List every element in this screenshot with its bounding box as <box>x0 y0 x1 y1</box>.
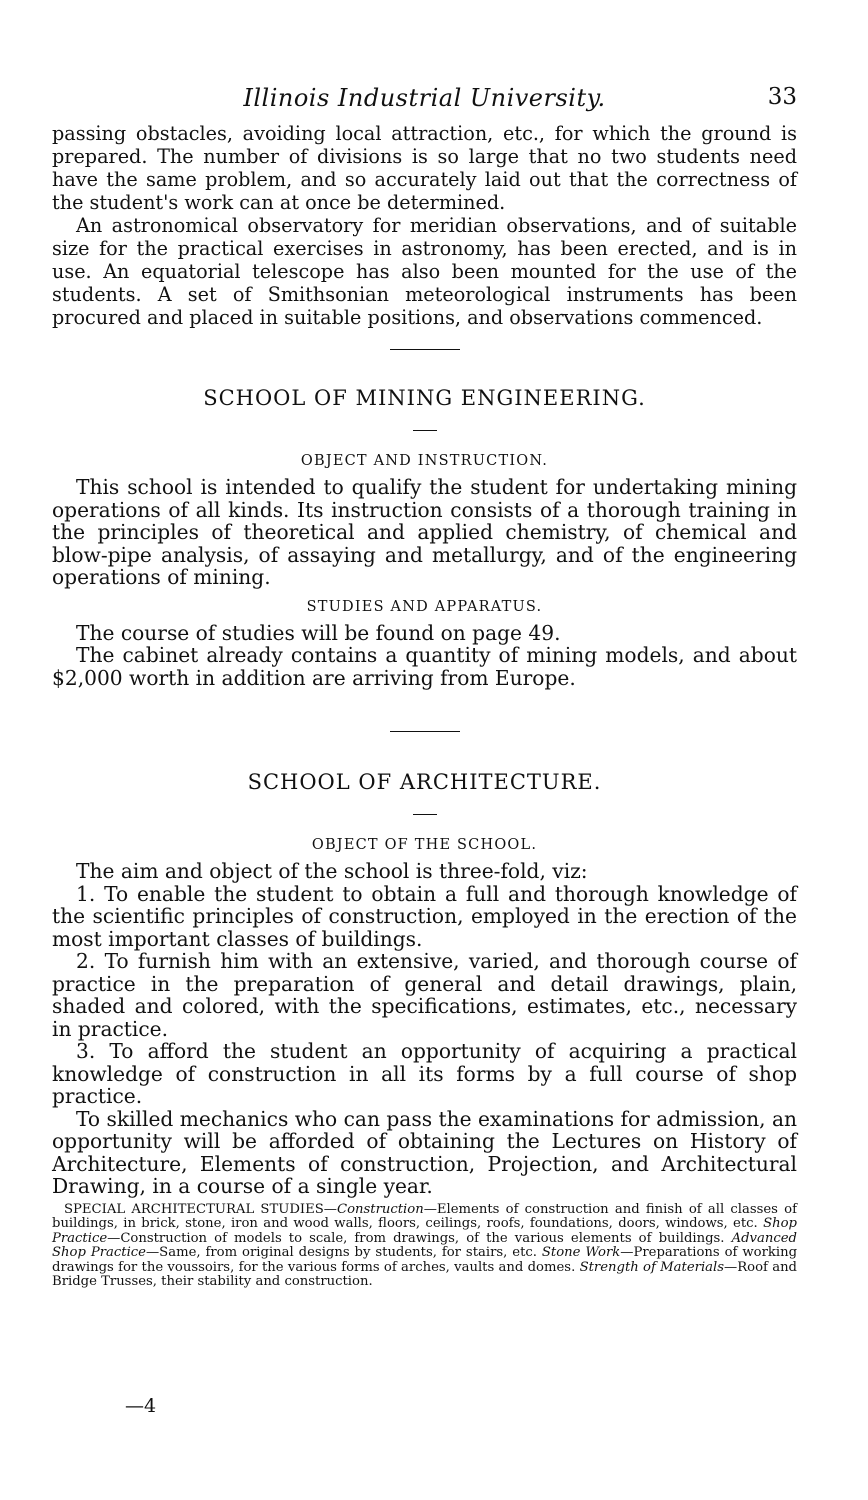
section-title-mining: SCHOOL OF MINING ENGINEERING. <box>203 386 646 410</box>
footnote-shop-label: Shop Practice <box>52 1216 797 1246</box>
paragraph-skilled-mechanics: To skilled mechanics who can pass the examinations for admission, an opportunity will be afforded of obtaining the Lectures on History of Architecture, Elements of construction, Projection, and Architectural Drawing, in a course of a single year. <box>52 1106 797 1198</box>
footnote-construction-label: Construction <box>336 1201 424 1217</box>
footnote-advanced-label: Advanced Shop Practice <box>52 1230 797 1261</box>
page-number: 33 <box>767 84 797 110</box>
section-title-architecture: SCHOOL OF ARCHITECTURE. <box>247 770 602 794</box>
footnote-strength-text: —Roof and Bridge Trusses, their stability and construction. <box>52 1259 798 1290</box>
paragraph-mining-object: This school is intended to qualify the student for undertaking mining operations of all kinds. Its instruction consists of a thorough training in the principles of theoretical and applied chemistry, of chemical and blow-pipe analysis, of assaying and metallurgy, and of the engineering operations of mining. <box>52 475 797 589</box>
footnote-lead: SPECIAL ARCHITECTURAL STUDIES— <box>64 1201 337 1217</box>
paragraph-course-of-studies: The course of studies will be found on page 49. <box>76 620 561 645</box>
list-item-1: 1. To enable the student to obtain a full and thorough knowledge of the scientific principles of construction, employed in the erection of the most important classes of buildings. <box>52 881 797 951</box>
list-item-3: 3. To afford the student an opportunity of acquiring a practical knowledge of construction in all its forms by a full course of shop practice. <box>52 1039 797 1108</box>
paragraph-continuation: passing obstacles, avoiding local attraction, etc., for which the ground is prepared. The number of divisions is so large that no two students need have the same problem, and so accurately laid out that the correctness of the student's work can at once be determined. <box>52 122 797 214</box>
running-title: Illinois Industrial University. <box>243 84 606 112</box>
footnote-stone-text: —Preparations of working drawings for the voussoirs, for the various forms of arches, vaults and domes. <box>52 1245 798 1275</box>
footnote-shop-text: —Construction of models to scale, from drawings, of the various elements of buildings. <box>107 1230 725 1246</box>
list-item-2: 2. To furnish him with an extensive, varied, and thorough course of practice in the preparation of general and detail drawings, plain, shaded and colored, with the specifications, estimates, etc., necessary in practice. <box>52 949 797 1041</box>
footnote-special-studies <box>52 1203 797 1291</box>
footnote-strength-label: Strength of Materials <box>579 1259 725 1275</box>
page-body <box>52 122 797 1290</box>
subheading-object-school: OBJECT OF THE SCHOOL. <box>311 837 538 853</box>
subheading-object-instruction: OBJECT AND INSTRUCTION. <box>300 453 549 469</box>
subheading-studies-apparatus: STUDIES AND APPARATUS. <box>306 598 543 615</box>
paragraph-cabinet: The cabinet already contains a quantity of mining models, and about $2,000 worth in addition are arriving from Europe. <box>52 643 797 690</box>
running-head <box>52 84 797 116</box>
footnote-construction-text: —Elements of construction and finish of all classes of buildings, in brick, stone, iron and wood walls, floors, ceilings, roofs, foundations, doors, windows, etc. <box>52 1201 797 1232</box>
paragraph-aim: The aim and object of the school is three-fold, viz: <box>76 859 588 883</box>
signature-mark: —4 <box>125 1395 157 1417</box>
footnote-advanced-text: —Same, from original designs by students, for stairs, etc. <box>145 1245 537 1261</box>
paragraph-observatory: An astronomical observatory for meridian observations, and of suitable size for the practical exercises in astronomy, has been erected, and is in use. An equatorial telescope has also been mounted for the use of the students. A set of Smithsonian meteorological instruments has been procured and placed in suitable positions, and observations commenced. <box>52 214 797 329</box>
footnote-stone-label: Stone Work <box>541 1245 621 1261</box>
